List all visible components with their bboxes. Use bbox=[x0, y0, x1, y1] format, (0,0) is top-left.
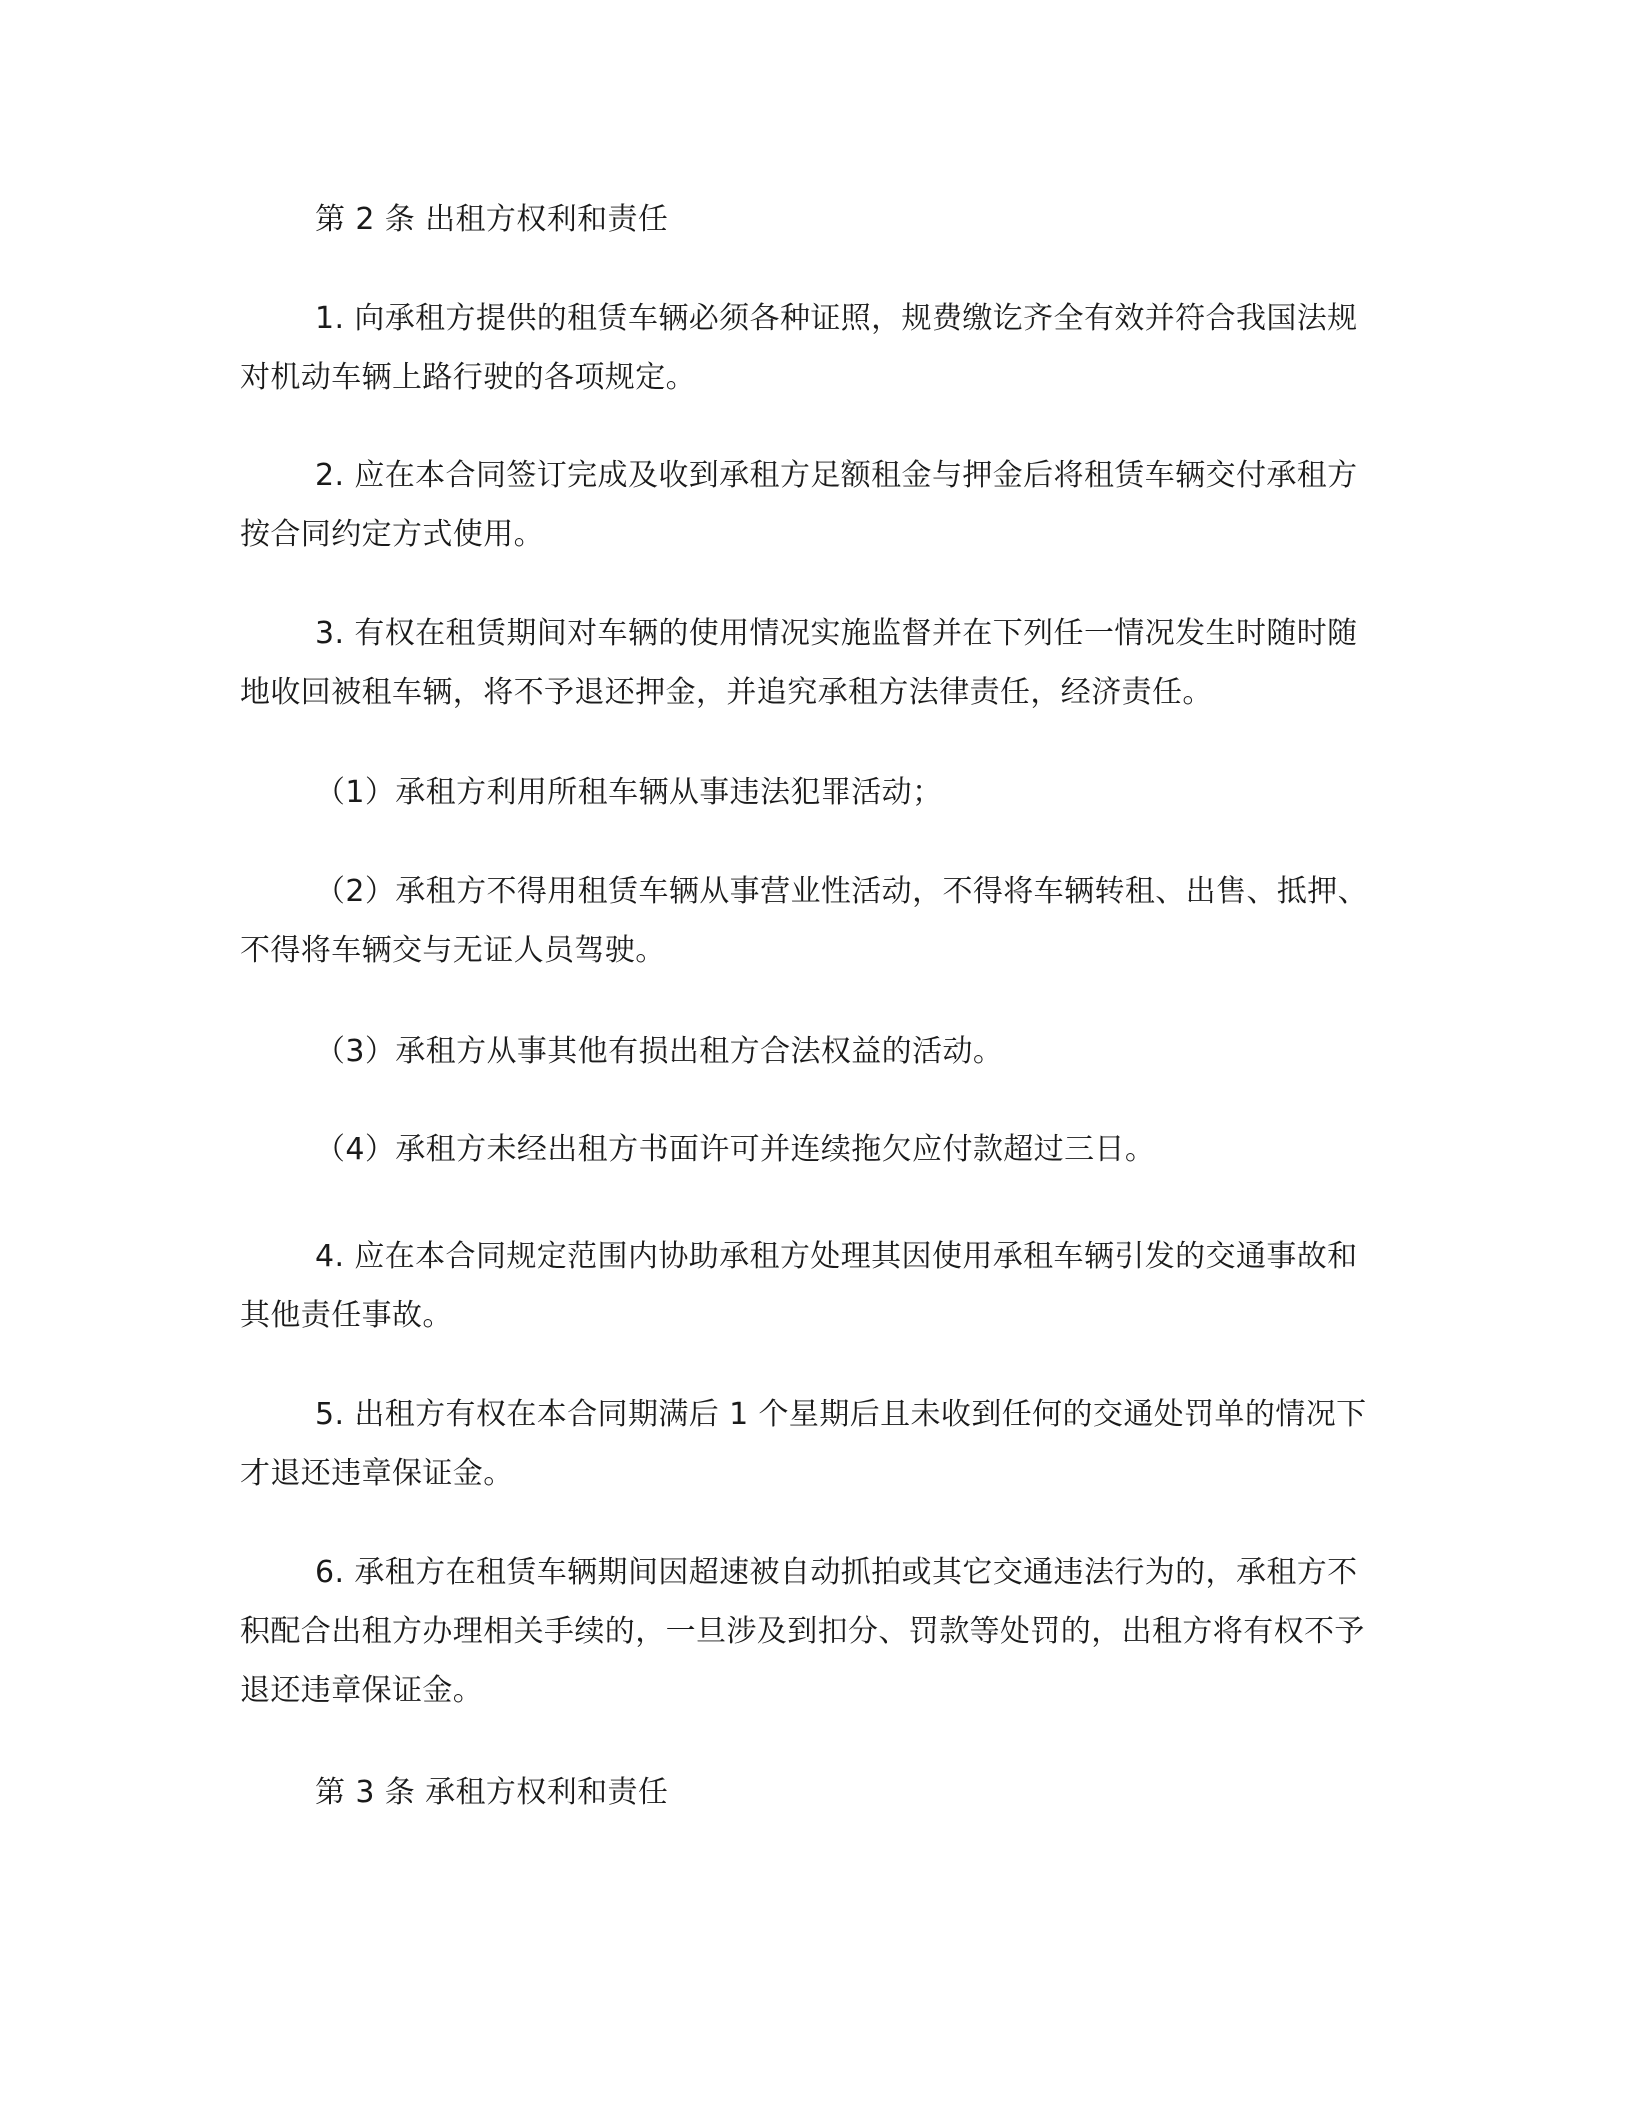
paragraph-5: 5. 出租方有权在本合同期满后 1 个星期后且未收到任何的交通处罚单的情况下才退还违章保证金。 bbox=[240, 1397, 1367, 1491]
section-heading-article-2: 第 2 条 出租方权利和责任 bbox=[315, 202, 669, 237]
paragraph-1: 1. 向承租方提供的租赁车辆必须各种证照，规费缴讫齐全有效并符合我国法规对机动车辆上路行驶的各项规定。 bbox=[240, 301, 1358, 395]
paragraph-6: 6. 承租方在租赁车辆期间因超速被自动抓拍或其它交通违法行为的，承租方不积配合出租方办理相关手续的，一旦涉及到扣分、罚款等处罚的，出租方将有权不予退还违章保证金。 bbox=[240, 1555, 1365, 1708]
list-item-3-1: （1）承租方利用所租车辆从事违法犯罪活动； bbox=[315, 775, 943, 810]
list-item-3-2: （2）承租方不得用租赁车辆从事营业性活动，不得将车辆转租、出售、抵押、不得将车辆交与无证人员驾驶。 bbox=[240, 874, 1369, 968]
list-item-3-3: （3）承租方从事其他有损出租方合法权益的活动。 bbox=[315, 1034, 1004, 1069]
section-heading-article-3: 第 3 条 承租方权利和责任 bbox=[315, 1775, 669, 1810]
list-item-3-4: （4）承租方未经出租方书面许可并连续拖欠应付款超过三日。 bbox=[315, 1132, 1156, 1167]
paragraph-2: 2. 应在本合同签订完成及收到承租方足额租金与押金后将租赁车辆交付承租方按合同约定方式使用。 bbox=[240, 458, 1358, 552]
paragraph-3: 3. 有权在租赁期间对车辆的使用情况实施监督并在下列任一情况发生时随时随地收回被租车辆，将不予退还押金，并追究承租方法律责任，经济责任。 bbox=[240, 616, 1358, 710]
paragraph-4: 4. 应在本合同规定范围内协助承租方处理其因使用承租车辆引发的交通事故和其他责任事故。 bbox=[240, 1239, 1358, 1333]
